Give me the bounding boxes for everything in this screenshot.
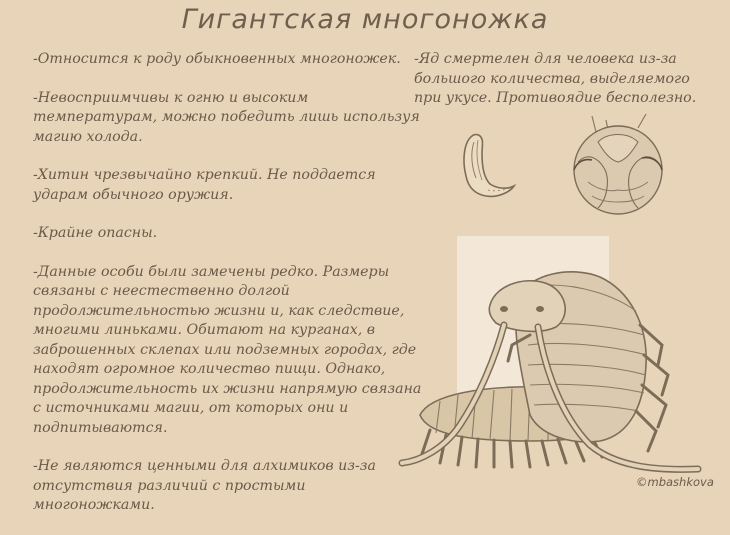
fact-fire-immunity: -Невосприимчивы к огню и высоким температурам, можно победить лишь используя магию холода.	[33, 89, 420, 145]
fact-alchemy: -Не являются ценными для алхимиков из-за отсутствия различий с простыми многоножками.	[33, 458, 377, 513]
fang-sketch-icon	[458, 130, 518, 205]
fact-chitin: -Хитин чрезвычайно крепкий. Не поддается ударам обычного оружия.	[33, 167, 376, 203]
page-title: Гигантская многоножка	[181, 4, 549, 35]
head-sketch-icon	[568, 112, 668, 220]
fact-venom: -Яд смертелен для человека из-за большого количества, выделяемого при укусе. Противоядие бесполезно.	[414, 51, 697, 106]
artist-credit: ©mbashkova	[636, 475, 714, 489]
fact-habitat: -Данные особи были замечены редко. Размеры связаны с неестественно долгой продолжительностью жизни и, как следствие, многими линьками. Обитают на курганах, в заброшенных склепах или подземных городах, где находят огромное количество пищи. Однако, продолжительность их жизни напрямую связана с источниками магии, от которых они и подпитываются.	[33, 263, 422, 436]
giant-centipede-illustration	[400, 265, 710, 475]
fact-genus: -Относится к роду обыкновенных многоножек.	[33, 51, 401, 67]
fact-danger: -Крайне опасны.	[33, 225, 158, 241]
right-text-column	[414, 50, 714, 128]
left-text-column	[33, 50, 428, 535]
